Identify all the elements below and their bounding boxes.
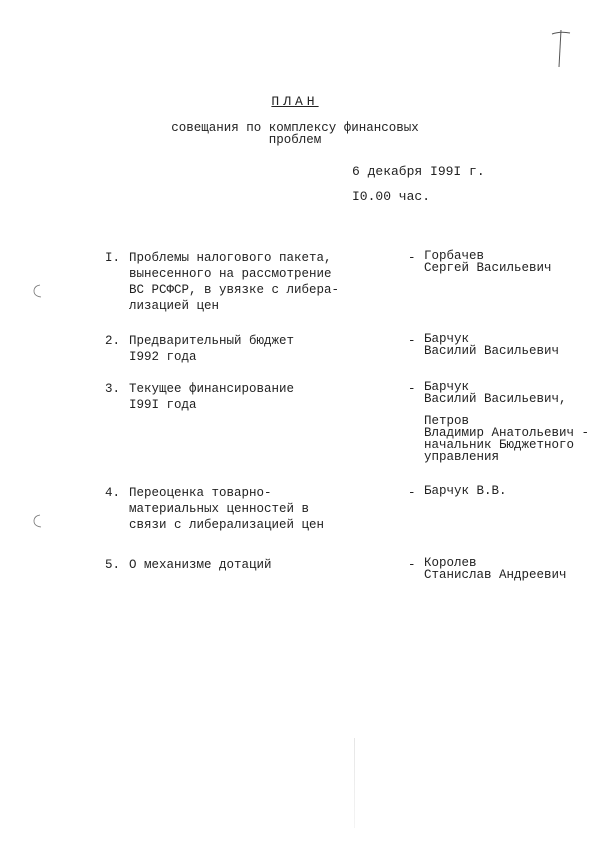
speaker-name-line: Королев: [424, 556, 477, 570]
speaker-name-lines: [424, 557, 567, 581]
agenda-item-text: [129, 333, 349, 365]
agenda-item-text-line: Текущее финансирование: [129, 382, 295, 396]
agenda-item-text: [129, 250, 349, 314]
agenda-item-number: 3.: [105, 382, 121, 396]
subtitle-line: совещания по комплексу финансовых: [171, 121, 419, 135]
speaker-name-line: Барчук В.В.: [424, 484, 507, 498]
agenda-item-text-line: О механизме дотаций: [129, 558, 272, 572]
meeting-time: I0.00 час.: [352, 189, 431, 204]
agenda-item-text-line: Переоценка товарно-: [129, 486, 272, 500]
document-title: ПЛАН: [271, 94, 319, 109]
subtitle-line: проблем: [268, 133, 322, 147]
speaker-name-line: Барчук: [424, 332, 470, 346]
speaker-dash: -: [408, 382, 416, 396]
speaker-dash: -: [408, 251, 416, 265]
speaker-name-line: Василий Васильевич,: [424, 392, 567, 406]
agenda-item-text-line: материальных ценностей в: [129, 502, 310, 516]
speaker-name-line: Василий Васильевич: [424, 344, 560, 358]
agenda-item-text-line: вынесенного на рассмотрение: [129, 267, 332, 281]
agenda-item-number: I.: [105, 251, 121, 265]
speaker-name-line: Горбачев: [424, 249, 485, 263]
speaker-extra-line: Петров: [424, 414, 470, 428]
speaker-name-lines: [424, 250, 552, 274]
agenda-item-number: 5.: [105, 558, 121, 572]
handwritten-cross-mark-icon: [550, 28, 572, 68]
speaker-name-lines: [424, 485, 507, 497]
speaker-name-line: Сергей Васильевич: [424, 261, 552, 275]
agenda-item-text: [129, 557, 349, 573]
speaker-extra-line: Владимир Анатольевич -: [424, 426, 590, 440]
speaker-name-lines: [424, 381, 589, 463]
scan-artifact-line: [354, 738, 355, 828]
agenda-item-number: 2.: [105, 334, 121, 348]
agenda-item-text: [129, 485, 349, 533]
agenda-item-text-line: I992 года: [129, 350, 197, 364]
agenda-item-text-line: I99I года: [129, 398, 197, 412]
document-subtitle: [160, 122, 430, 146]
punch-hole-mark-icon: [32, 284, 42, 298]
agenda-item-text: [129, 381, 349, 413]
punch-hole-mark-icon: [32, 514, 42, 528]
speaker-extra-line: управления: [424, 450, 500, 464]
speaker-name-lines: [424, 333, 559, 357]
speaker-extra-line: начальник Бюджетного: [424, 438, 575, 452]
speaker-extra: [424, 415, 589, 463]
agenda-item-text-line: лизацией цен: [129, 299, 220, 313]
speaker-name-line: Барчук: [424, 380, 470, 394]
speaker-dash: -: [408, 558, 416, 572]
agenda-item-text-line: Проблемы налогового пакета,: [129, 251, 332, 265]
agenda-item-text-line: ВС РСФСР, в увязке с либера-: [129, 283, 340, 297]
meeting-date: 6 декабря I99I г.: [352, 164, 485, 179]
speaker-dash: -: [408, 486, 416, 500]
agenda-item-text-line: Предварительный бюджет: [129, 334, 295, 348]
speaker-dash: -: [408, 334, 416, 348]
agenda-item-text-line: связи с либерализацией цен: [129, 518, 325, 532]
agenda-item-number: 4.: [105, 486, 121, 500]
speaker-name-line: Станислав Андреевич: [424, 568, 567, 582]
